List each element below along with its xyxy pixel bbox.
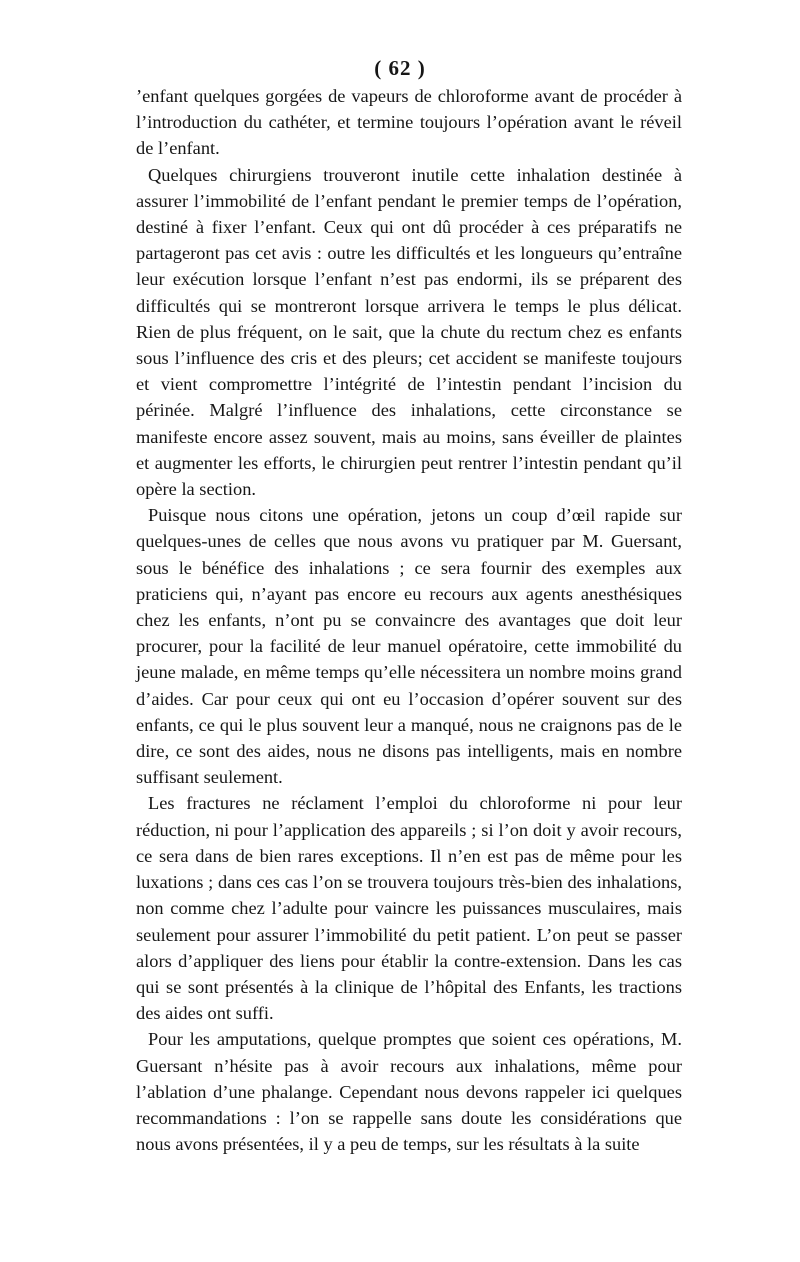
body-text xyxy=(136,83,682,1157)
paragraph-5: Pour les amputations, quelque promptes que soient ces opérations, M. Guersant n’hésite pas à avoir recours aux inhalations, même pour l’ablation d’une phalange. Cependant nous devons rappeler ici quelques recommandations : l’on se rappelle sans doute les considérations que nous avons présentées, il y a peu de temps, sur les résultats à la suite xyxy=(136,1029,682,1155)
paragraph-2: Quelques chirurgiens trouveront inutile cette inhalation destinée à assurer l’immobilité de l’enfant pendant le premier temps de l’opération, destiné à fixer l’enfant. Ceux qui ont dû procéder à ces préparatifs ne partageront pas cet avis : outre les difficultés et les longueurs qu’entraîne leur exécution lorsque l’enfant n’est pas endormi, ils se préparent des difficultés qui se montreront lorsque arrivera le temps le plus délicat. Rien de plus fréquent, on le sait, que la chute du rectum chez es enfants sous l’influence des cris et des pleurs; cet accident se manifeste toujours et vient compromettre l’intégrité de l’intestin pendant l’incision du périnée. Malgré l’influence des inhalations, cette circonstance se manifeste encore assez souvent, mais au moins, sans éveiller de plaintes et augmenter les efforts, le chirurgien peut rentrer l’intestin pendant qu’il opère la section. xyxy=(136,164,682,500)
paragraph-1: ’enfant quelques gorgées de vapeurs de chloroforme avant de procéder à l’introduction du cathéter, et termine toujours l’opération avant le réveil de l’enfant. xyxy=(136,86,682,159)
page-number: ( 62 ) xyxy=(374,56,426,80)
paragraph-4: Les fractures ne réclament l’emploi du chloroforme ni pour leur réduction, ni pour l’application des appareils ; si l’on doit y avoir recours, ce sera dans de bien rares exceptions. Il n’en est pas de même pour les luxations ; dans ces cas l’on se trouvera toujours très-bien des inhalations, non comme chez l’adulte pour vaincre les puissances musculaires, mais seulement pour assurer l’immobilité du petit patient. L’on peut se passer alors d’appliquer des liens pour établir la contre-extension. Dans les cas qui se sont présentés à la clinique de l’hôpital des Enfants, les tractions des aides ont suffi. xyxy=(136,793,682,1024)
paragraph-3: Puisque nous citons une opération, jetons un coup d’œil rapide sur quelques-unes de celles que nous avons vu pratiquer par M. Guersant, sous le bénéfice des inhalations ; ce sera fournir des exemples aux praticiens qui, n’ayant pas encore eu recours aux agents anesthésiques chez les enfants, n’ont pu se convaincre des avantages que doit leur procurer, pour la facilité de leur manuel opératoire, cette immobilité du jeune malade, en même temps qu’elle nécessitera un nombre moins grand d’aides. Car pour ceux qui ont eu l’occasion d’opérer souvent sur des enfants, ce qui le plus souvent leur a manqué, nous ne craignons pas de le dire, ce sont des aides, nous ne disons pas intelligents, mais en nombre suffisant seulement. xyxy=(136,505,682,788)
